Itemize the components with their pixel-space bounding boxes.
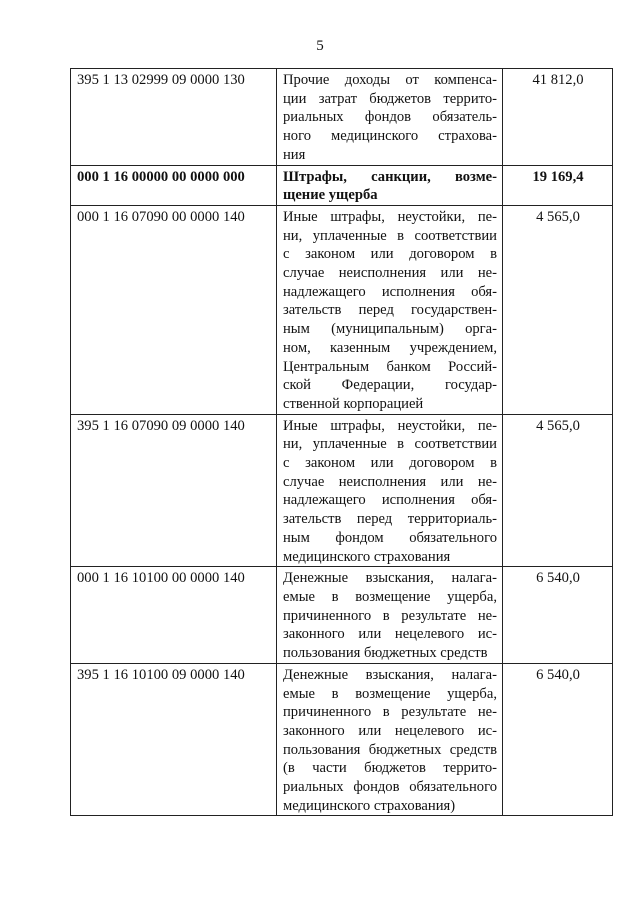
table-row — [71, 69, 613, 166]
revenue-name-line: законного или нецелевого ис- — [283, 722, 497, 739]
revenue-name-line: Центральным банком Россий- — [283, 358, 497, 375]
revenue-name-line: Иные штрафы, неустойки, пе- — [283, 417, 497, 434]
revenue-name-line: законного или нецелевого ис- — [283, 626, 497, 643]
revenue-name-line: ния — [283, 146, 306, 163]
revenue-name-line: ни, уплаченные в соответствии — [283, 227, 497, 244]
budget-code-cell: 395 1 16 07090 09 0000 140 — [71, 414, 277, 567]
revenue-name-line: ном, казенным учреждением, — [283, 339, 497, 356]
revenue-name-line: ного медицинского страхова- — [283, 128, 497, 145]
amount-cell: 19 169,4 — [503, 165, 613, 205]
revenue-name-line: ственной корпорацией — [283, 395, 424, 412]
table-row — [71, 414, 613, 567]
revenue-name-cell — [277, 567, 503, 664]
revenue-name-line: щение ущерба — [283, 187, 378, 204]
revenue-name-line: риальных фондов обязательного — [283, 779, 497, 796]
revenue-name-line: риальных фондов обязатель- — [283, 109, 497, 126]
revenue-name-line: надлежащего исполнения обя- — [283, 283, 497, 300]
budget-code-cell: 395 1 13 02999 09 0000 130 — [71, 69, 277, 166]
revenue-name-line: надлежащего исполнения обя- — [283, 492, 497, 509]
revenue-name-cell — [277, 205, 503, 414]
revenue-name-line: Денежные взыскания, налага- — [283, 570, 497, 587]
revenue-name-line: медицинского страхования — [283, 548, 451, 565]
budget-revenue-table — [70, 68, 613, 816]
revenue-name-line: ской Федерации, государ- — [283, 377, 497, 394]
revenue-name-line: зательств перед территориаль- — [283, 511, 497, 528]
revenue-name-line: с законом или договором в — [283, 455, 497, 472]
revenue-name-cell — [277, 414, 503, 567]
table-body — [71, 69, 613, 816]
amount-cell: 4 565,0 — [503, 205, 613, 414]
revenue-name-line: Штрафы, санкции, возме- — [283, 168, 497, 185]
revenue-name-line: Иные штрафы, неустойки, пе- — [283, 208, 497, 225]
revenue-name-line: Прочие доходы от компенса- — [283, 72, 497, 88]
table-row — [71, 663, 613, 816]
revenue-name-line: пользования бюджетных средств — [283, 741, 497, 758]
budget-code-cell: 000 1 16 07090 00 0000 140 — [71, 205, 277, 414]
revenue-name-line: с законом или договором в — [283, 246, 497, 263]
revenue-name-line: случае неисполнения или не- — [283, 473, 497, 490]
amount-cell: 41 812,0 — [503, 69, 613, 166]
revenue-name-line: ции затрат бюджетов террито- — [283, 90, 497, 107]
revenue-name-cell — [277, 663, 503, 816]
revenue-name-line: (в части бюджетов террито- — [283, 760, 497, 777]
revenue-name-cell — [277, 165, 503, 205]
revenue-name-line: медицинского страхования) — [283, 797, 456, 814]
budget-code-cell: 000 1 16 10100 00 0000 140 — [71, 567, 277, 664]
amount-cell: 4 565,0 — [503, 414, 613, 567]
page-number: 5 — [316, 38, 324, 54]
amount-cell: 6 540,0 — [503, 663, 613, 816]
revenue-name-line: емые в возмещение ущерба, — [283, 588, 497, 605]
revenue-name-line: ным (муниципальным) орга- — [283, 321, 497, 338]
revenue-name-line: пользования бюджетных средств — [283, 645, 488, 662]
revenue-name-line: ным фондом обязательного — [283, 529, 497, 546]
amount-cell: 6 540,0 — [503, 567, 613, 664]
table-row — [71, 205, 613, 414]
revenue-name-line: причиненного в результате не- — [283, 704, 497, 721]
revenue-name-line: емые в возмещение ущерба, — [283, 685, 497, 702]
budget-code-cell: 395 1 16 10100 09 0000 140 — [71, 663, 277, 816]
revenue-name-line: причиненного в результате не- — [283, 607, 497, 624]
budget-code-cell: 000 1 16 00000 00 0000 000 — [71, 165, 277, 205]
revenue-name-line: случае неисполнения или не- — [283, 265, 497, 282]
revenue-name-line: Денежные взыскания, налага- — [283, 666, 497, 683]
table-row — [71, 567, 613, 664]
revenue-name-cell — [277, 69, 503, 166]
table-row — [71, 165, 613, 205]
revenue-name-line: ни, уплаченные в соответствии — [283, 436, 497, 453]
revenue-name-line: зательств перед государствен- — [283, 302, 497, 319]
